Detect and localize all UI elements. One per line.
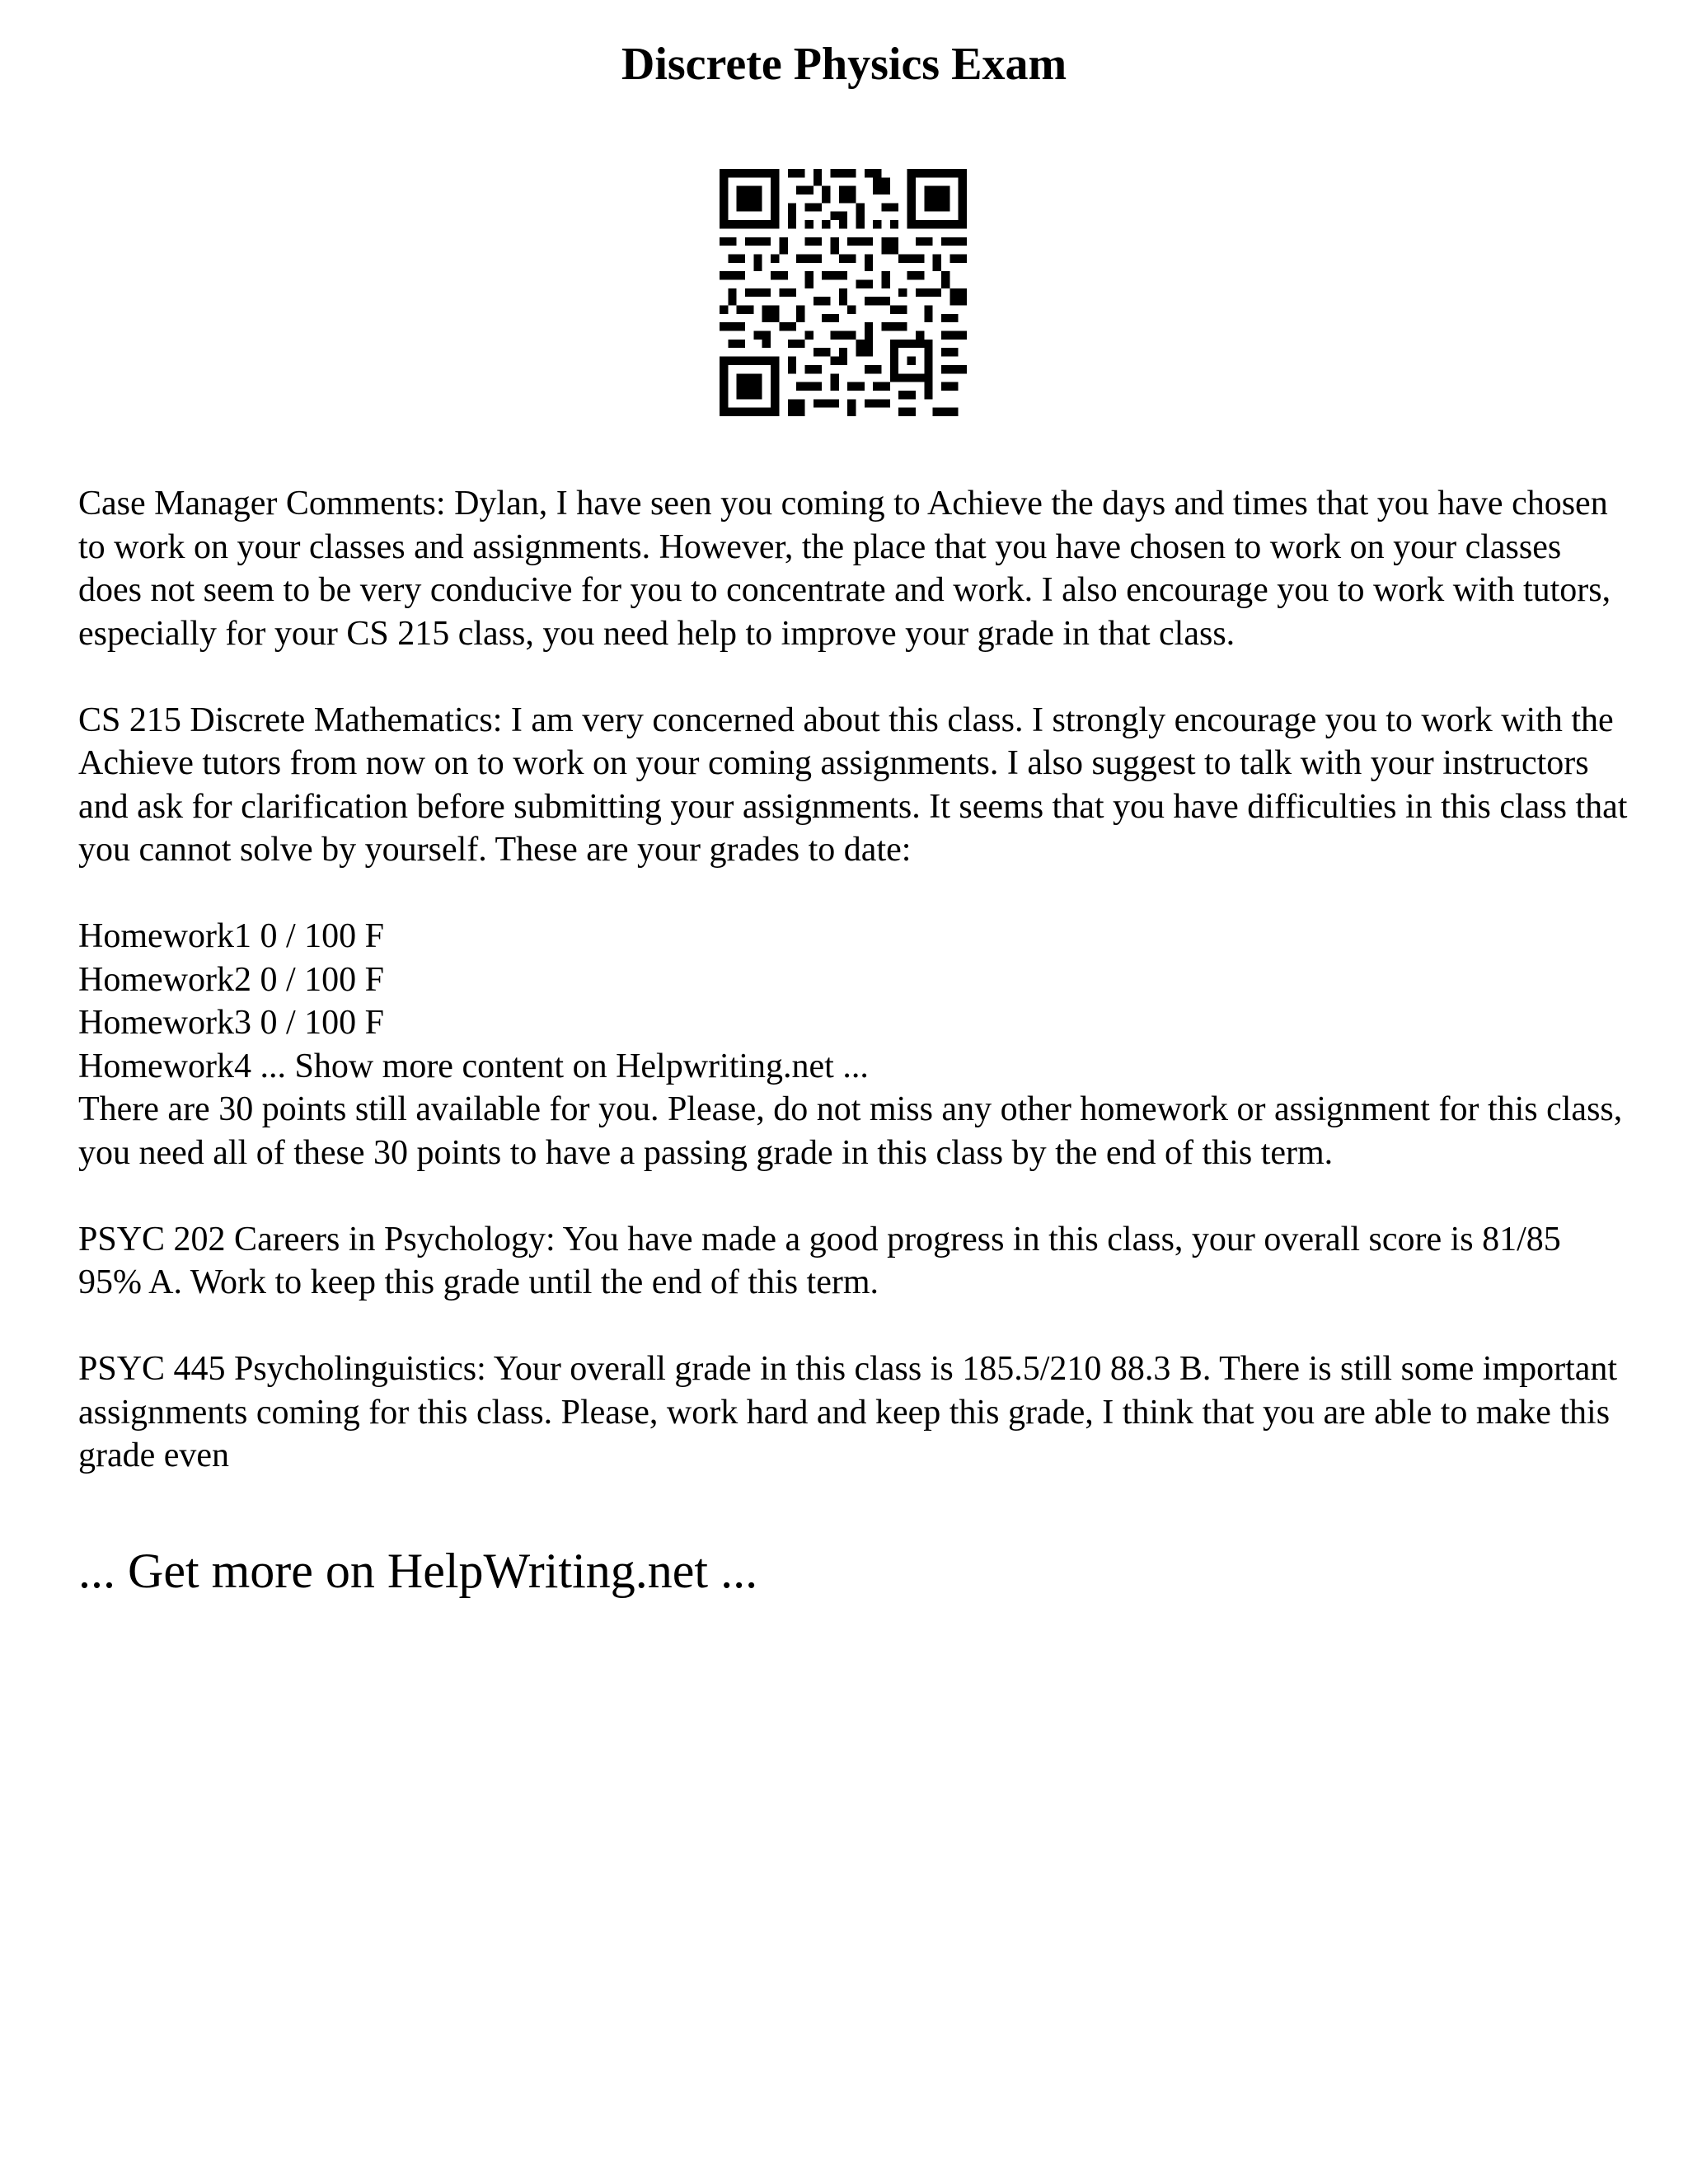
get-more-link[interactable]: ... Get more on HelpWriting.net ... (78, 1544, 758, 1598)
psyc202-comments: PSYC 202 Careers in Psychology: You have made a good progress in this class, your overall score is 81/85 95% A. Work to keep this grade until the end of this term. (78, 1220, 1561, 1301)
grade-homework4-show-more-link[interactable]: Homework4 ... Show more content on Helpwriting.net ... (78, 1047, 869, 1085)
grade-homework3: Homework3 0 / 100 F (78, 1004, 384, 1042)
points-note: There are 30 points still available for you. Please, do not miss any other homework or assignment for this class, you need all of these 30 points to have a passing grade in this class by the end of this term. (78, 1090, 1623, 1172)
document-body (78, 482, 1628, 1478)
psyc445-comments: PSYC 445 Psycholinguistics: Your overall grade in this class is 185.5/210 88.3 B. There is still some important assignments coming for this class. Please, work hard and keep this grade, I think that you are able to make this grade even (78, 1350, 1618, 1474)
grade-homework2: Homework2 0 / 100 F (78, 960, 384, 999)
page-title: Discrete Physics Exam (621, 39, 1067, 90)
qr-code-icon (720, 169, 967, 416)
grade-homework1: Homework1 0 / 100 F (78, 917, 384, 955)
case-manager-comments: Case Manager Comments: Dylan, I have seen you coming to Achieve the days and times that you have chosen to work on your classes and assignments. However, the place that you have chosen to work on your classes does not seem to be very conducive for you to concentrate and work. I also encourage you to work with tutors, especially for your CS 215 class, you need help to improve your grade in that class. (78, 485, 1611, 653)
cs215-comments: CS 215 Discrete Mathematics: I am very concerned about this class. I strongly encourage you to work with the Achieve tutors from now on to work on your coming assignments. I also suggest to talk with your instructors and ask for clarification before submitting your assignments. It seems that you have difficulties in this class that you cannot solve by yourself. These are your grades to date: (78, 701, 1628, 869)
